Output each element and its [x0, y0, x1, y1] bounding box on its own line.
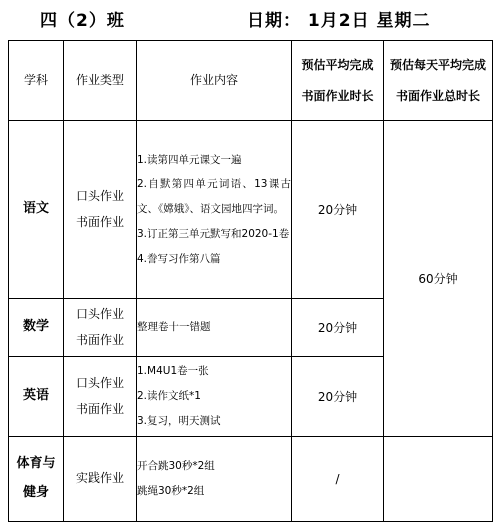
subject-cell: 英语 — [9, 357, 64, 437]
type-cell — [64, 121, 137, 299]
subject-cell — [9, 437, 64, 522]
col-header-line: 书面作业时长 — [301, 88, 374, 103]
daily-total-cell: 60分钟 — [384, 121, 493, 437]
type-line: 书面作业 — [75, 214, 124, 229]
col-header-written-time — [292, 41, 384, 121]
content-line: 1.读第四单元课文一遍 — [137, 153, 242, 166]
type-line: 实践作业 — [75, 471, 124, 486]
content-line: 3.订正第三单元默写和2020-1卷 — [137, 227, 290, 240]
content-line: 跳绳30秒*2组 — [137, 485, 205, 497]
content-line: 3.复习，明天测试 — [137, 414, 221, 427]
type-cell — [64, 357, 137, 437]
col-header-content: 作业内容 — [137, 41, 292, 121]
content-line: 2.自默第四单元词语、13课古文、《嫦娥》、语文园地四字词。 — [137, 178, 291, 216]
class-title: 四（2）班 — [40, 11, 125, 31]
table-row-pe — [9, 437, 493, 522]
type-line: 书面作业 — [75, 401, 124, 416]
type-cell — [64, 437, 137, 522]
content-cell — [137, 357, 292, 437]
content-line: 开合跳30秒*2组 — [137, 460, 215, 473]
type-line: 口头作业 — [75, 376, 124, 391]
col-header-type: 作业类型 — [64, 41, 137, 121]
type-line: 口头作业 — [75, 189, 124, 204]
time-cell: 20分钟 — [292, 357, 384, 437]
time-cell: / — [292, 437, 384, 522]
content-cell — [137, 299, 292, 357]
date-label: 日期： 1月2日 星期二 — [247, 11, 431, 31]
content-line: 4.誊写习作第八篇 — [137, 252, 221, 265]
subject-line: 体育与 — [16, 456, 56, 472]
content-line: 2.读作文纸*1 — [137, 390, 201, 403]
type-cell — [64, 299, 137, 357]
time-cell: 20分钟 — [292, 121, 384, 299]
content-cell — [137, 437, 292, 522]
table-header-row — [9, 41, 493, 121]
content-line: 整理卷十一错题 — [137, 321, 211, 334]
content-cell — [137, 121, 292, 299]
col-header-line: 预估每天平均完成 — [389, 57, 486, 72]
type-line: 口头作业 — [75, 307, 124, 322]
type-line: 书面作业 — [75, 332, 124, 347]
time-cell: 20分钟 — [292, 299, 384, 357]
subject-line: 健身 — [22, 485, 49, 500]
empty-cell — [384, 437, 493, 522]
subject-cell: 数学 — [9, 299, 64, 357]
homework-table — [8, 40, 493, 522]
table-row-chinese — [9, 121, 493, 299]
col-header-subject: 学科 — [9, 41, 64, 121]
col-header-line: 预估平均完成 — [301, 57, 374, 72]
col-header-daily-total — [384, 41, 493, 121]
col-header-line: 书面作业总时长 — [395, 88, 480, 103]
content-line: 1.M4U1卷一张 — [137, 365, 209, 378]
subject-cell: 语文 — [9, 121, 64, 299]
